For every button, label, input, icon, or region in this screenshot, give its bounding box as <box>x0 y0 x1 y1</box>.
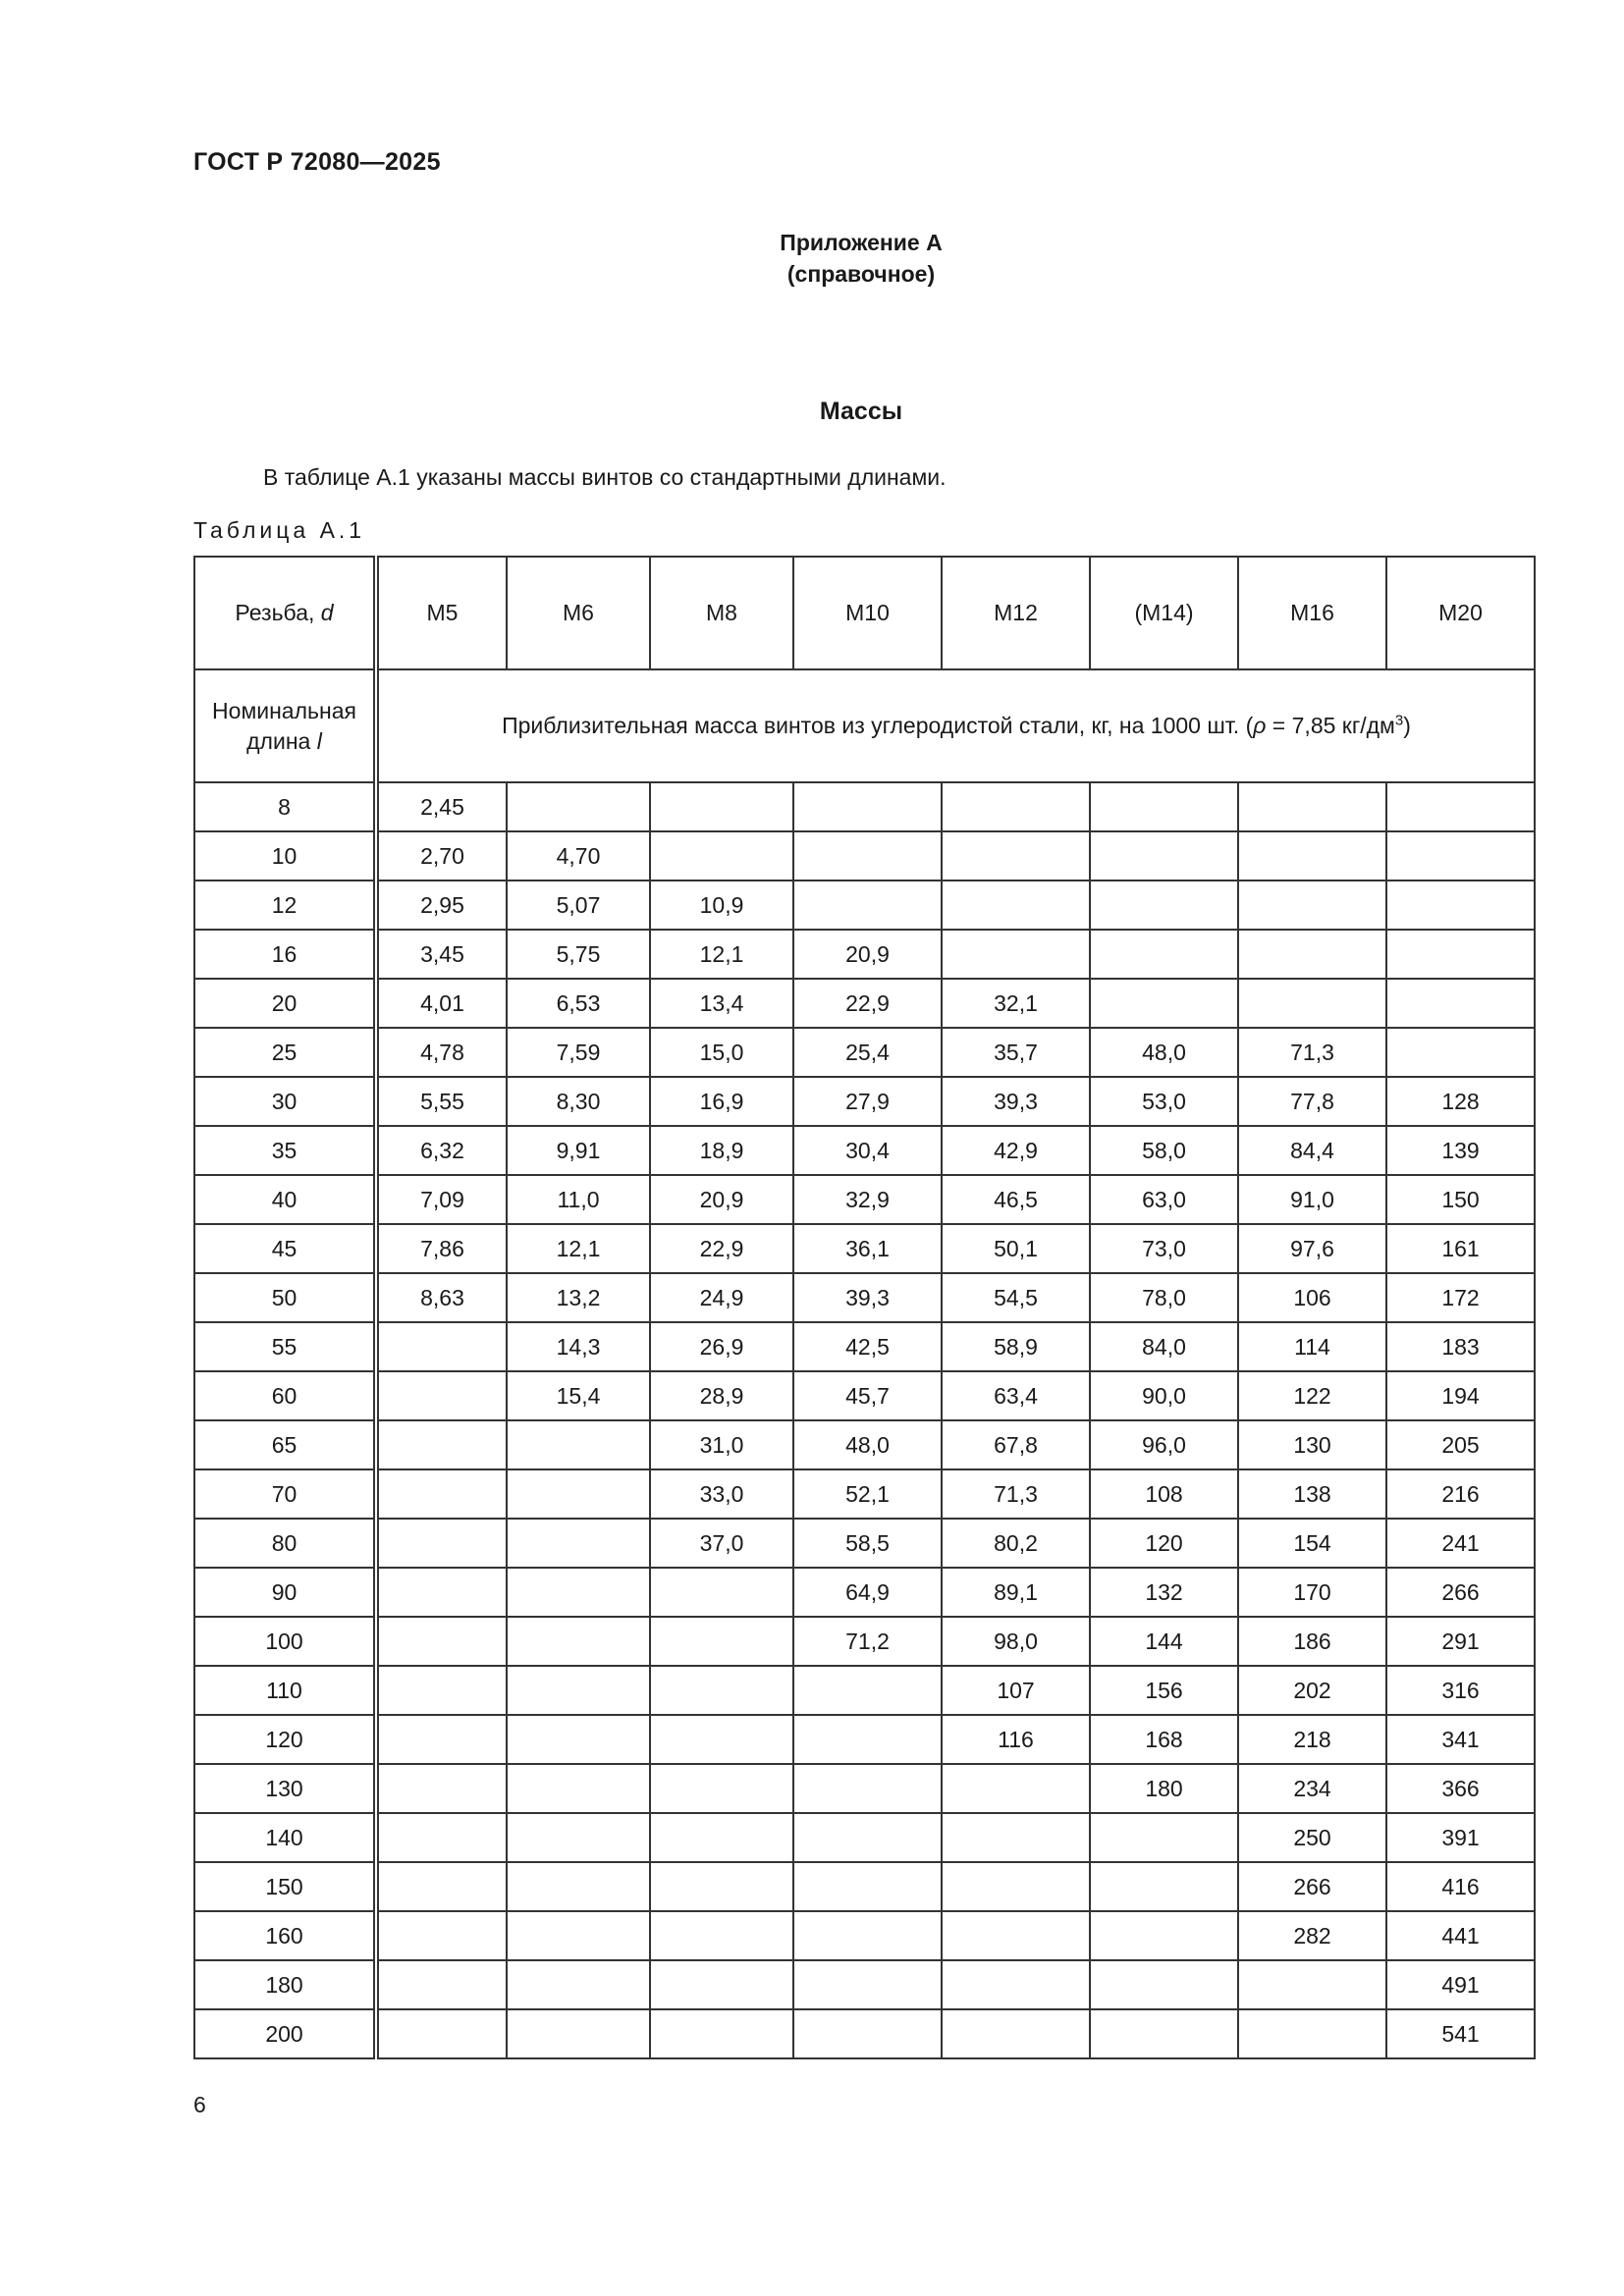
mass-value-cell <box>1386 831 1535 881</box>
mass-value-cell: 5,75 <box>507 930 650 979</box>
mass-value-cell: 71,3 <box>942 1469 1090 1519</box>
mass-value-cell <box>507 1764 650 1813</box>
thread-header-cell: M8 <box>650 557 793 669</box>
mass-value-cell: 6,32 <box>376 1126 507 1175</box>
mass-value-cell <box>650 1764 793 1813</box>
length-cell: 40 <box>194 1175 376 1224</box>
mass-value-cell: 46,5 <box>942 1175 1090 1224</box>
mass-value-cell <box>650 831 793 881</box>
mass-value-cell: 52,1 <box>793 1469 942 1519</box>
mass-value-cell <box>1386 782 1535 831</box>
table-row <box>194 1813 1535 1862</box>
mass-value-cell: 266 <box>1386 1568 1535 1617</box>
mass-value-cell <box>650 1862 793 1911</box>
table-row <box>194 1028 1535 1077</box>
mass-value-cell <box>376 1911 507 1960</box>
mass-value-cell: 71,3 <box>1238 1028 1386 1077</box>
length-label-cell <box>194 669 376 782</box>
table-row <box>194 1764 1535 1813</box>
length-cell: 130 <box>194 1764 376 1813</box>
mass-value-cell <box>376 1764 507 1813</box>
mass-value-cell <box>376 1568 507 1617</box>
mass-value-cell: 128 <box>1386 1077 1535 1126</box>
mass-value-cell: 114 <box>1238 1322 1386 1371</box>
mass-value-cell <box>1238 2009 1386 2058</box>
mass-value-cell: 194 <box>1386 1371 1535 1420</box>
mass-value-cell <box>376 1617 507 1666</box>
thread-label-cell <box>194 557 376 669</box>
table-row <box>194 1911 1535 1960</box>
mass-value-cell <box>650 1715 793 1764</box>
mass-value-cell: 216 <box>1386 1469 1535 1519</box>
mass-value-cell: 132 <box>1090 1568 1238 1617</box>
mass-value-cell: 37,0 <box>650 1519 793 1568</box>
mass-value-cell: 71,2 <box>793 1617 942 1666</box>
table-row <box>194 1666 1535 1715</box>
mass-value-cell: 91,0 <box>1238 1175 1386 1224</box>
mass-value-cell <box>507 1469 650 1519</box>
mass-value-cell: 48,0 <box>1090 1028 1238 1077</box>
mass-value-cell: 7,09 <box>376 1175 507 1224</box>
mass-value-cell: 12,1 <box>650 930 793 979</box>
mass-value-cell <box>1090 782 1238 831</box>
mass-value-cell <box>376 1519 507 1568</box>
length-cell: 80 <box>194 1519 376 1568</box>
mass-value-cell <box>650 1617 793 1666</box>
mass-value-cell <box>507 782 650 831</box>
mass-value-cell <box>942 1911 1090 1960</box>
thread-header-row <box>194 557 1535 669</box>
mass-value-cell: 13,2 <box>507 1273 650 1322</box>
mass-value-cell <box>1090 1960 1238 2009</box>
mass-value-cell: 89,1 <box>942 1568 1090 1617</box>
thread-header-cell: M16 <box>1238 557 1386 669</box>
mass-value-cell <box>507 1715 650 1764</box>
mass-value-cell: 45,7 <box>793 1371 942 1420</box>
mass-value-cell <box>942 1862 1090 1911</box>
mass-value-cell: 183 <box>1386 1322 1535 1371</box>
length-cell: 180 <box>194 1960 376 2009</box>
length-cell: 35 <box>194 1126 376 1175</box>
mass-value-cell: 154 <box>1238 1519 1386 1568</box>
mass-value-cell: 168 <box>1090 1715 1238 1764</box>
mass-value-cell <box>1090 979 1238 1028</box>
table-row <box>194 1322 1535 1371</box>
mass-value-cell: 26,9 <box>650 1322 793 1371</box>
mass-value-cell: 25,4 <box>793 1028 942 1077</box>
table-row <box>194 1617 1535 1666</box>
table-row <box>194 1273 1535 1322</box>
mass-value-cell <box>942 1764 1090 1813</box>
mass-value-cell: 96,0 <box>1090 1420 1238 1469</box>
mass-value-cell <box>1090 1911 1238 1960</box>
mass-value-cell: 7,86 <box>376 1224 507 1273</box>
mass-value-cell: 28,9 <box>650 1371 793 1420</box>
mass-value-cell <box>1238 979 1386 1028</box>
table-row <box>194 782 1535 831</box>
table-caption: Таблица А.1 <box>193 517 366 543</box>
length-cell: 20 <box>194 979 376 1028</box>
mass-value-cell: 2,70 <box>376 831 507 881</box>
mass-value-cell: 13,4 <box>650 979 793 1028</box>
mass-value-cell <box>1238 930 1386 979</box>
mass-value-cell <box>1386 881 1535 930</box>
table-row <box>194 1224 1535 1273</box>
mass-value-cell <box>1386 930 1535 979</box>
mass-value-cell <box>942 1960 1090 2009</box>
mass-value-cell <box>650 1960 793 2009</box>
mass-value-cell: 84,4 <box>1238 1126 1386 1175</box>
mass-value-cell: 241 <box>1386 1519 1535 1568</box>
mass-value-cell: 120 <box>1090 1519 1238 1568</box>
table-row <box>194 1568 1535 1617</box>
mass-value-cell: 22,9 <box>650 1224 793 1273</box>
length-symbol: l <box>316 727 322 754</box>
table-row <box>194 1077 1535 1126</box>
mass-value-cell: 31,0 <box>650 1420 793 1469</box>
mass-value-cell: 67,8 <box>942 1420 1090 1469</box>
mass-value-cell <box>1090 1813 1238 1862</box>
mass-value-cell: 130 <box>1238 1420 1386 1469</box>
mass-value-cell: 27,9 <box>793 1077 942 1126</box>
mass-value-cell: 30,4 <box>793 1126 942 1175</box>
mass-value-cell <box>376 1420 507 1469</box>
intro-paragraph: В таблице А.1 указаны массы винтов со стандартными длинами. <box>263 464 947 490</box>
mass-value-cell <box>650 782 793 831</box>
length-cell: 10 <box>194 831 376 881</box>
mass-value-cell: 144 <box>1090 1617 1238 1666</box>
mass-value-cell <box>650 1666 793 1715</box>
mass-value-cell <box>942 881 1090 930</box>
length-cell: 150 <box>194 1862 376 1911</box>
section-title <box>0 398 1624 426</box>
length-cell: 25 <box>194 1028 376 1077</box>
mass-value-cell: 170 <box>1238 1568 1386 1617</box>
length-cell: 70 <box>194 1469 376 1519</box>
mass-value-cell <box>793 1715 942 1764</box>
thread-symbol: d <box>320 600 334 625</box>
mass-value-cell: 106 <box>1238 1273 1386 1322</box>
mass-value-cell <box>507 1960 650 2009</box>
density-symbol: ρ <box>1253 713 1267 738</box>
length-cell: 8 <box>194 782 376 831</box>
mass-value-cell <box>376 1862 507 1911</box>
mass-value-cell <box>793 1813 942 1862</box>
mass-value-cell <box>942 2009 1090 2058</box>
length-cell: 30 <box>194 1077 376 1126</box>
mass-value-cell: 282 <box>1238 1911 1386 1960</box>
length-header-row <box>194 669 1535 782</box>
mass-value-cell: 2,95 <box>376 881 507 930</box>
table-row <box>194 1469 1535 1519</box>
mass-value-cell: 73,0 <box>1090 1224 1238 1273</box>
mass-value-cell: 250 <box>1238 1813 1386 1862</box>
mass-value-cell <box>1090 1862 1238 1911</box>
mass-value-cell <box>793 782 942 831</box>
mass-value-cell: 39,3 <box>793 1273 942 1322</box>
mass-value-cell <box>507 1519 650 1568</box>
mass-value-cell: 3,45 <box>376 930 507 979</box>
mass-value-cell <box>376 1371 507 1420</box>
appendix-title: Приложение А <box>780 230 943 255</box>
document-code: ГОСТ Р 72080—2025 <box>193 148 441 176</box>
mass-value-cell: 12,1 <box>507 1224 650 1273</box>
mass-value-cell: 15,4 <box>507 1371 650 1420</box>
mass-value-cell <box>1238 1960 1386 2009</box>
appendix-subtitle: (справочное) <box>786 261 936 287</box>
length-label-line2: длина l <box>246 727 322 754</box>
mass-value-cell: 205 <box>1386 1420 1535 1469</box>
mass-value-cell: 15,0 <box>650 1028 793 1077</box>
table-row <box>194 1371 1535 1420</box>
mass-value-cell: 291 <box>1386 1617 1535 1666</box>
mass-value-cell <box>376 1666 507 1715</box>
table-row <box>194 1960 1535 2009</box>
section-title-text: Массы <box>819 398 903 425</box>
length-cell: 50 <box>194 1273 376 1322</box>
table-row <box>194 1715 1535 1764</box>
mass-value-cell <box>376 1322 507 1371</box>
mass-value-cell: 58,0 <box>1090 1126 1238 1175</box>
length-cell: 60 <box>194 1371 376 1420</box>
mass-value-cell: 33,0 <box>650 1469 793 1519</box>
length-cell: 140 <box>194 1813 376 1862</box>
mass-value-cell: 48,0 <box>793 1420 942 1469</box>
mass-value-cell: 234 <box>1238 1764 1386 1813</box>
mass-value-cell: 4,01 <box>376 979 507 1028</box>
mass-value-cell: 139 <box>1386 1126 1535 1175</box>
mass-value-cell: 180 <box>1090 1764 1238 1813</box>
mass-value-cell <box>793 1960 942 2009</box>
mass-value-cell: 11,0 <box>507 1175 650 1224</box>
mass-value-cell: 2,45 <box>376 782 507 831</box>
mass-value-cell: 172 <box>1386 1273 1535 1322</box>
mass-value-cell: 20,9 <box>793 930 942 979</box>
mass-value-cell <box>793 881 942 930</box>
mass-value-cell <box>1090 2009 1238 2058</box>
thread-header-cell: M20 <box>1386 557 1535 669</box>
mass-value-cell <box>793 2009 942 2058</box>
mass-value-cell <box>376 1813 507 1862</box>
mass-value-cell: 186 <box>1238 1617 1386 1666</box>
mass-table <box>193 556 1536 2059</box>
mass-value-cell: 156 <box>1090 1666 1238 1715</box>
mass-value-cell <box>507 1617 650 1666</box>
mass-value-cell: 24,9 <box>650 1273 793 1322</box>
mass-value-cell: 8,30 <box>507 1077 650 1126</box>
mass-value-cell <box>1090 881 1238 930</box>
mass-value-cell: 77,8 <box>1238 1077 1386 1126</box>
mass-value-cell: 80,2 <box>942 1519 1090 1568</box>
table-row <box>194 1420 1535 1469</box>
mass-value-cell: 4,78 <box>376 1028 507 1077</box>
mass-value-cell <box>507 2009 650 2058</box>
table-row <box>194 881 1535 930</box>
mass-value-cell: 9,91 <box>507 1126 650 1175</box>
mass-description-cell: Приблизительная масса винтов из углеродистой стали, кг, на 1000 шт. (ρ = 7,85 $кг/дм^3$) <box>376 669 1535 782</box>
table-row <box>194 1175 1535 1224</box>
mass-value-cell: 39,3 <box>942 1077 1090 1126</box>
mass-value-cell: 541 <box>1386 2009 1535 2058</box>
mass-value-cell: 150 <box>1386 1175 1535 1224</box>
length-cell: 12 <box>194 881 376 930</box>
thread-header-cell: (M14) <box>1090 557 1238 669</box>
length-cell: 45 <box>194 1224 376 1273</box>
mass-value-cell: 108 <box>1090 1469 1238 1519</box>
mass-value-cell <box>650 1911 793 1960</box>
table-row <box>194 1126 1535 1175</box>
mass-value-cell <box>507 1813 650 1862</box>
mass-value-cell: 16,9 <box>650 1077 793 1126</box>
mass-value-cell <box>1238 831 1386 881</box>
mass-value-cell: 138 <box>1238 1469 1386 1519</box>
mass-value-cell: 122 <box>1238 1371 1386 1420</box>
length-cell: 100 <box>194 1617 376 1666</box>
mass-value-cell <box>507 1568 650 1617</box>
mass-value-cell: 42,5 <box>793 1322 942 1371</box>
mass-value-cell: 366 <box>1386 1764 1535 1813</box>
length-cell: 120 <box>194 1715 376 1764</box>
thread-header-cell: M5 <box>376 557 507 669</box>
thread-header-cell: M12 <box>942 557 1090 669</box>
mass-value-cell: 18,9 <box>650 1126 793 1175</box>
table-row <box>194 979 1535 1028</box>
length-cell: 16 <box>194 930 376 979</box>
mass-value-cell: 5,55 <box>376 1077 507 1126</box>
page-number: 6 <box>193 2092 206 2117</box>
mass-value-cell <box>793 1666 942 1715</box>
mass-value-cell <box>507 1862 650 1911</box>
mass-value-cell <box>650 1568 793 1617</box>
mass-value-cell <box>942 782 1090 831</box>
table-row <box>194 1519 1535 1568</box>
mass-value-cell: 441 <box>1386 1911 1535 1960</box>
thread-header-cell: M6 <box>507 557 650 669</box>
mass-value-cell: 491 <box>1386 1960 1535 2009</box>
mass-value-cell: 36,1 <box>793 1224 942 1273</box>
length-cell: 55 <box>194 1322 376 1371</box>
mass-value-cell: 53,0 <box>1090 1077 1238 1126</box>
mass-description: Приблизительная масса винтов из углеродистой стали, кг, на 1000 шт. ( <box>502 713 1254 738</box>
mass-value-cell <box>1238 881 1386 930</box>
mass-value-cell: 20,9 <box>650 1175 793 1224</box>
mass-value-cell: 90,0 <box>1090 1371 1238 1420</box>
length-cell: 160 <box>194 1911 376 1960</box>
mass-value-cell <box>1238 782 1386 831</box>
length-label-line1: Номинальная <box>212 697 356 723</box>
mass-value-cell: 341 <box>1386 1715 1535 1764</box>
mass-value-cell <box>507 1666 650 1715</box>
mass-value-cell: 14,3 <box>507 1322 650 1371</box>
mass-value-cell: 98,0 <box>942 1617 1090 1666</box>
mass-value-cell <box>1090 930 1238 979</box>
table-row <box>194 1862 1535 1911</box>
mass-value-cell: 7,59 <box>507 1028 650 1077</box>
mass-value-cell <box>793 1911 942 1960</box>
table-row <box>194 831 1535 881</box>
mass-value-cell: 50,1 <box>942 1224 1090 1273</box>
mass-value-cell <box>376 1715 507 1764</box>
mass-value-cell: 63,0 <box>1090 1175 1238 1224</box>
mass-value-cell <box>1386 979 1535 1028</box>
length-cell: 90 <box>194 1568 376 1617</box>
mass-value-cell: 218 <box>1238 1715 1386 1764</box>
mass-value-cell <box>793 1862 942 1911</box>
mass-value-cell: 116 <box>942 1715 1090 1764</box>
table-row <box>194 930 1535 979</box>
mass-value-cell: 84,0 <box>1090 1322 1238 1371</box>
mass-value-cell: 5,07 <box>507 881 650 930</box>
mass-value-cell: 64,9 <box>793 1568 942 1617</box>
mass-value-cell: 161 <box>1386 1224 1535 1273</box>
mass-value-cell: 42,9 <box>942 1126 1090 1175</box>
mass-value-cell: 107 <box>942 1666 1090 1715</box>
mass-value-cell <box>1386 1028 1535 1077</box>
mass-value-cell: 391 <box>1386 1813 1535 1862</box>
mass-value-cell: 8,63 <box>376 1273 507 1322</box>
mass-value-cell <box>650 1813 793 1862</box>
mass-value-cell <box>507 1420 650 1469</box>
table-row <box>194 2009 1535 2058</box>
mass-value-cell: 54,5 <box>942 1273 1090 1322</box>
mass-value-cell <box>1090 831 1238 881</box>
mass-value-cell <box>942 831 1090 881</box>
thread-header-cell: M10 <box>793 557 942 669</box>
appendix-heading <box>0 227 1624 290</box>
mass-value-cell: 416 <box>1386 1862 1535 1911</box>
mass-value-cell: 10,9 <box>650 881 793 930</box>
mass-value-cell: 266 <box>1238 1862 1386 1911</box>
mass-value-cell: 4,70 <box>507 831 650 881</box>
mass-value-cell <box>376 2009 507 2058</box>
mass-value-cell: 22,9 <box>793 979 942 1028</box>
mass-value-cell: 202 <box>1238 1666 1386 1715</box>
length-cell: 65 <box>194 1420 376 1469</box>
mass-value-cell: 32,1 <box>942 979 1090 1028</box>
density-exponent: 3 <box>1394 712 1404 729</box>
mass-value-cell <box>793 831 942 881</box>
thread-label: Резьба, <box>235 600 321 625</box>
mass-value-cell: 63,4 <box>942 1371 1090 1420</box>
mass-value-cell <box>507 1911 650 1960</box>
length-cell: 200 <box>194 2009 376 2058</box>
mass-value-cell: 58,5 <box>793 1519 942 1568</box>
mass-value-cell <box>376 1960 507 2009</box>
length-cell: 110 <box>194 1666 376 1715</box>
mass-value-cell <box>793 1764 942 1813</box>
mass-value-cell <box>942 1813 1090 1862</box>
mass-value-cell: 6,53 <box>507 979 650 1028</box>
mass-value-cell: 35,7 <box>942 1028 1090 1077</box>
mass-value-cell: 97,6 <box>1238 1224 1386 1273</box>
mass-value-cell: 78,0 <box>1090 1273 1238 1322</box>
mass-value-cell <box>942 930 1090 979</box>
mass-value-cell: 32,9 <box>793 1175 942 1224</box>
mass-value-cell: 58,9 <box>942 1322 1090 1371</box>
mass-value-cell <box>650 2009 793 2058</box>
mass-value-cell: 316 <box>1386 1666 1535 1715</box>
mass-value-cell <box>376 1469 507 1519</box>
